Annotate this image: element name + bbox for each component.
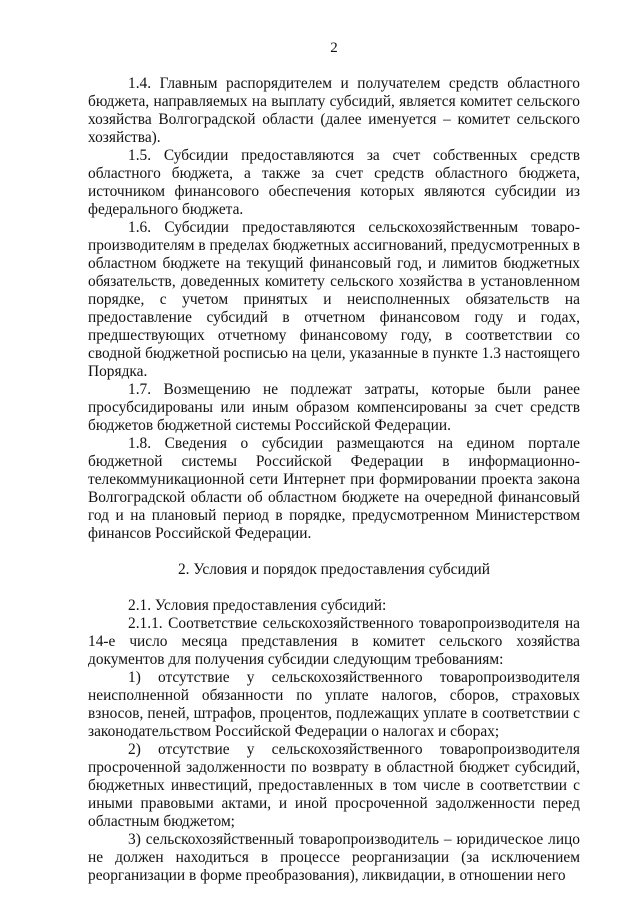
document-page — [88, 40, 580, 885]
page-number: 2 — [330, 40, 338, 56]
paragraph-1-8: 1.8. Сведения о субсидии размещаются на едином портале бюджетной системы Российской Федерации в информационно-телекоммуникационной сети Интернет при формировании проекта закона Волгоградской области об областном бюджете на очередной финансовый год и на плановый период в порядке, предусмотренном Министерством финансов Российской Федерации. — [88, 435, 580, 542]
paragraph-2-1-1: 2.1.1. Соответствие сельскохозяйственного товаропроизводителя на 14-е число месяца представления в комитет сельского хозяйства документов для получения субсидии следующим требованиям: — [88, 615, 580, 668]
paragraph-1-6: 1.6. Субсидии предоставляются сельскохозяйственным товаро-производителям в пределах бюджетных ассигнований, предусмотренных в областном бюджете на текущий финансовый год, и лимитов бюджетных обязательств, доведенных комитету сельского хозяйства в установленном порядке, с учетом принятых и неисполненных обязательств на предоставление субсидий в отчетном финансовом году и годах, предшествующих отчетному финансовому году, в соответствии со сводной бюджетной росписью на цели, указанные в пункте 1.3 настоящего Порядка. — [88, 219, 580, 380]
paragraph-1-5: 1.5. Субсидии предоставляются за счет собственных средств областного бюджета, а также за счет средств областного бюджета, источником финансового обеспечения которых являются субсидии из федерального бюджета. — [88, 147, 580, 218]
section-heading: 2. Условия и порядок предоставления субсидий — [177, 561, 491, 578]
list-item-2: 2) отсутствие у сельскохозяйственного товаропроизводителя просроченной задолженности по возврату в областной бюджет субсидий, бюджетных инвестиций, предоставленных в том числе в соответствии с иными правовыми актами, и иной просроченной задолженности перед областным бюджетом; — [88, 741, 580, 830]
paragraph-1-7: 1.7. Возмещению не подлежат затраты, которые были ранее просубсидированы или иным образом компенсированы за счет средств бюджетов бюджетной системы Российской Федерации. — [88, 381, 580, 434]
list-item-1: 1) отсутствие у сельскохозяйственного товаропроизводителя неисполненной обязанности по уплате налогов, сборов, страховых взносов, пеней, штрафов, процентов, подлежащих уплате в соответствии с законодательством Российской Федерации о налогах и сборах; — [88, 669, 580, 740]
paragraph-2-1: 2.1. Условия предоставления субсидий: — [128, 597, 387, 614]
paragraph-1-4: 1.4. Главным распорядителем и получателем средств областного бюджета, направляемых на выплату субсидий, является комитет сельского хозяйства Волгоградской области (далее именуется – комитет сельского хозяйства). — [88, 75, 580, 146]
list-item-3: 3) сельскохозяйственный товаропроизводитель – юридическое лицо не должен находиться в процессе реорганизации (за исключением реорганизации в форме преобразования), ликвидации, в отношении него — [88, 831, 580, 884]
